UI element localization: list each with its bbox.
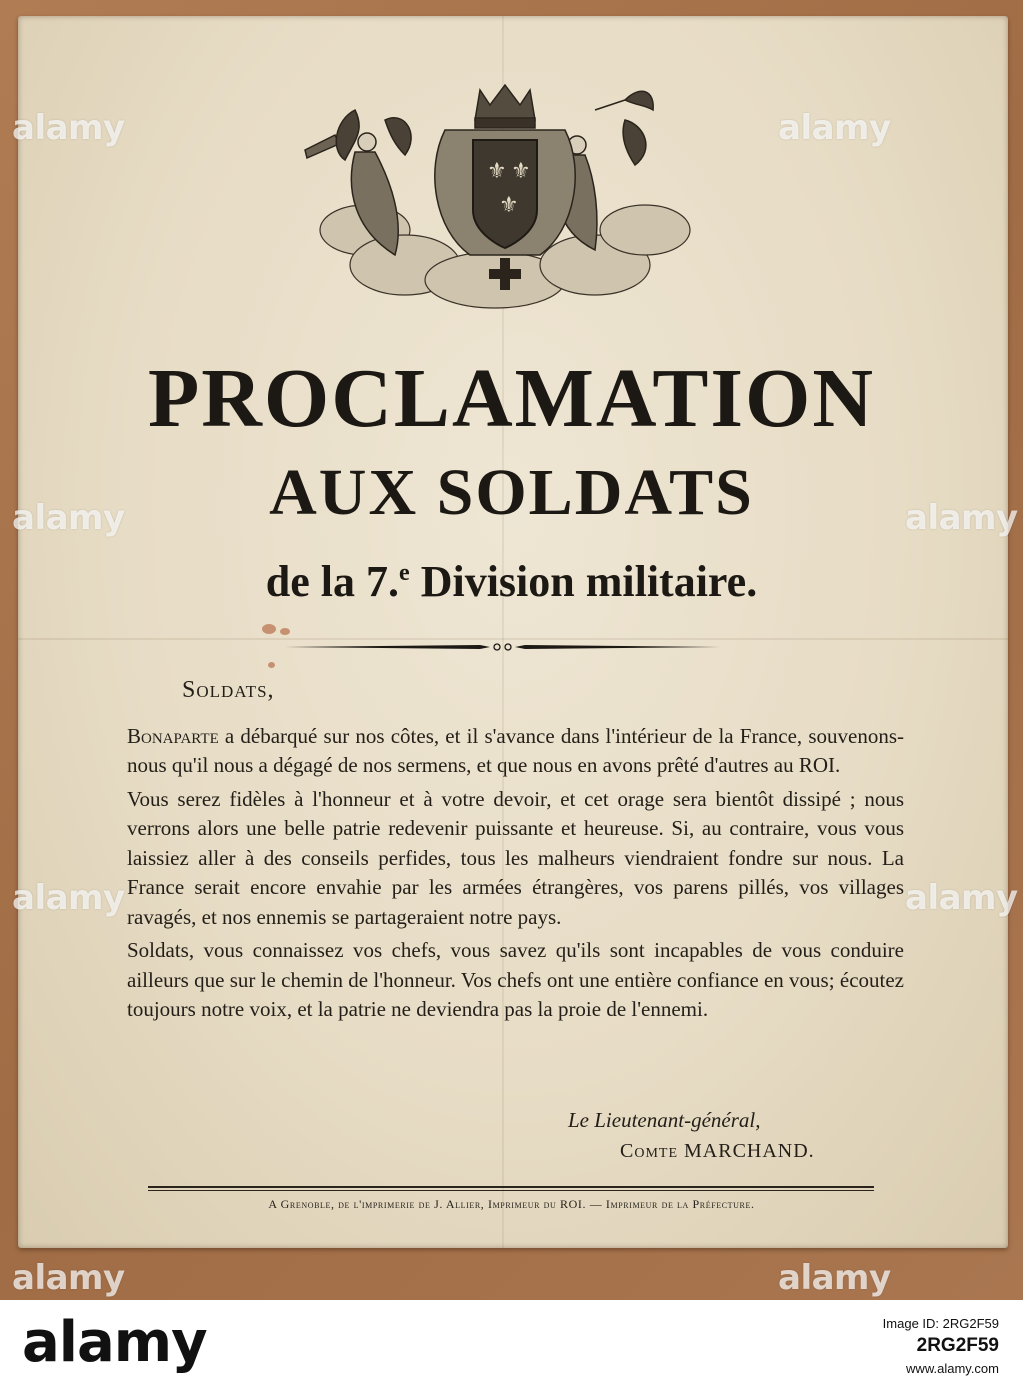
image-id: 2RG2F59 (916, 1335, 999, 1356)
division-superscript: e (399, 560, 410, 586)
paragraph (127, 785, 904, 933)
paragraph-lead: Bonaparte (127, 723, 219, 748)
poster-title: PROCLAMATION (147, 352, 876, 445)
image-info (883, 1316, 999, 1376)
paragraph-text: Soldats, vous connaissez vos chefs, vous savez qu'ils sont incapables de vous conduire ailleurs que sur le chemin de l'honneur. Vos chefs ont une entière confiance en vous; écoutez toujours notre voix, et la patrie ne deviendra pas la proie de l'ennemi. (127, 938, 904, 1021)
proclamation-body (127, 676, 904, 1029)
watermark: alamy (905, 878, 1018, 918)
division-text-pre: de la 7. (265, 557, 400, 606)
watermark: alamy (12, 1258, 125, 1298)
paragraph (127, 936, 904, 1025)
paper-stain (268, 662, 275, 668)
bottom-rule (148, 1186, 874, 1188)
paragraph (127, 722, 904, 781)
watermark: alamy (12, 878, 125, 918)
svg-text:⚜: ⚜ (487, 159, 507, 184)
paragraph-text: Vous serez fidèles à l'honneur et à votre devoir, et cet orage sera bientôt dissipé ; nous verrons alors une belle patrie redevenir puissante et heureuse. Si, au contraire, vous vous laissiez aller à des conseils perfides, tous les malheurs viendraient fondre sur nous. La France serait encore envahie par les armées étrangères, vos parens pillés, vos villages ravagés, et nos ennemis se partageraient notre pays. (127, 786, 904, 929)
watermark: alamy (12, 108, 125, 148)
watermark: alamy (778, 108, 891, 148)
watermark: alamy (12, 498, 125, 538)
image-id-label: Image ID: 2RG2F59 (882, 1316, 999, 1331)
stock-footer (0, 1300, 1023, 1390)
paper-stain (262, 624, 276, 634)
division-text-post: Division militaire. (409, 557, 758, 606)
site-url[interactable]: www.alamy.com (906, 1361, 999, 1376)
bottom-rule-thin (148, 1190, 874, 1191)
paragraph-text: a débarqué sur nos côtes, et il s'avance dans l'intérieur de la France, souvenons-nous qu'il nous a dégagé de nos sermens, et que nous en avons prêté d'autres au ROI. (127, 723, 904, 777)
svg-text:⚜: ⚜ (511, 159, 531, 184)
royal-coat-of-arms-illustration (295, 80, 715, 325)
poster-subtitle: AUX SOLDATS (269, 456, 754, 529)
paper-stain (280, 628, 290, 635)
watermark: alamy (905, 498, 1018, 538)
signature-name: Comte MARCHAND. (620, 1140, 815, 1162)
ornamental-divider (285, 640, 720, 654)
printer-imprint: A Grenoble, de l'imprimerie de J. Allier, Imprimeur du ROI. — Imprimeur de la Préfecture. (268, 1197, 755, 1211)
watermark: alamy (778, 1258, 891, 1298)
signature-role: Le Lieutenant-général, (568, 1108, 761, 1132)
alamy-logo[interactable]: alamy (22, 1310, 207, 1375)
salutation: Soldats, (182, 677, 275, 703)
poster-division-line (0, 556, 1023, 607)
svg-text:⚜: ⚜ (499, 193, 519, 218)
